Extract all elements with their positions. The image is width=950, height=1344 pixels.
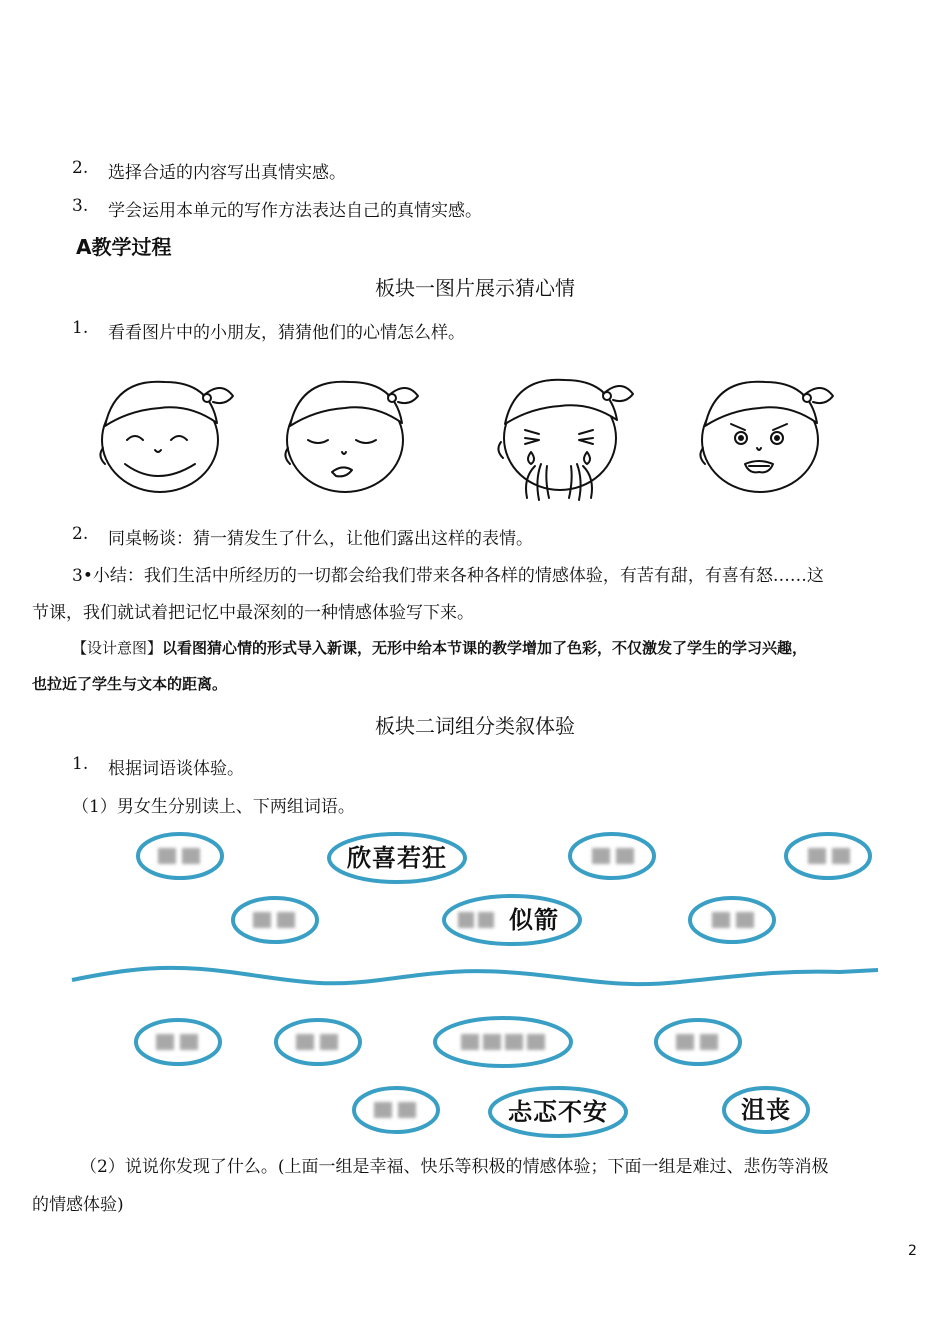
blurred-word — [712, 912, 730, 928]
objective-3-text: 学会运用本单元的写作方法表达自己的真情实感。 — [108, 201, 482, 221]
blurred-word — [478, 912, 494, 928]
objective-3 — [72, 196, 482, 221]
word-2: 似箭 — [509, 905, 559, 934]
word-groups-illustration — [60, 822, 890, 1142]
word-oval-bottom-3 — [435, 1018, 571, 1066]
blurred-word — [616, 848, 634, 864]
design-intent-label: 【设计意图】 — [72, 639, 163, 657]
blurred-word — [676, 1034, 694, 1050]
wave-divider — [72, 968, 878, 984]
word-3: 忐忑不安 — [508, 1097, 608, 1126]
block1-step1 — [72, 318, 465, 343]
word-4: 沮丧 — [741, 1095, 791, 1124]
design-intent-line2: 也拉近了学生与文本的距离。 — [32, 675, 228, 693]
word-oval-bottom-2 — [276, 1020, 360, 1064]
objective-2 — [72, 158, 346, 183]
objective-3-num: 3. — [72, 196, 89, 216]
blurred-word — [808, 848, 826, 864]
word-1: 欣喜若狂 — [347, 843, 447, 872]
blurred-word — [736, 912, 754, 928]
word-oval-top-4 — [786, 834, 870, 878]
block2-step1-text: 根据词语谈体验。 — [108, 759, 244, 779]
block2-sub2-line1: （2）说说你发现了什么。(上面一组是幸福、快乐等积极的情感体验；下面一组是难过、悲伤等消极 — [80, 1157, 829, 1177]
objective-2-num: 2. — [72, 158, 89, 178]
block1-summary-line1: 3•小结：我们生活中所经历的一切都会给我们带来各种各样的情感体验，有苦有甜，有喜有怒……这 — [72, 566, 824, 586]
block2-step1-num: 1. — [72, 754, 89, 774]
block2-sub1: （1）男女生分别读上、下两组词语。 — [72, 797, 355, 817]
objective-2-text: 选择合适的内容写出真情实感。 — [108, 163, 346, 183]
block2-step1 — [72, 754, 244, 779]
blurred-word — [592, 848, 610, 864]
block2-sub2-line2: 的情感体验) — [32, 1195, 124, 1215]
blurred-word — [483, 1034, 501, 1050]
blurred-word — [182, 848, 200, 864]
blurred-word — [398, 1102, 416, 1118]
block1-step1-num: 1. — [72, 318, 89, 338]
blurred-word — [700, 1034, 718, 1050]
word-oval-bottom-1 — [136, 1020, 220, 1064]
blurred-word — [458, 912, 474, 928]
blurred-word — [461, 1034, 479, 1050]
faces-illustration — [95, 368, 855, 508]
word-oval-top-5 — [233, 898, 317, 942]
design-intent-line1 — [72, 637, 807, 658]
blurred-word — [296, 1034, 314, 1050]
blurred-word — [374, 1102, 392, 1118]
block1-step2 — [72, 524, 533, 549]
blurred-word — [320, 1034, 338, 1050]
block2-title: 板块二词组分类叙体验 — [375, 714, 575, 738]
word-oval-top-3 — [570, 834, 654, 878]
blurred-word — [158, 848, 176, 864]
word-oval-top-1 — [138, 834, 222, 878]
crying-face-icon — [498, 380, 633, 500]
blurred-word — [832, 848, 850, 864]
word-oval-bottom-4 — [656, 1020, 740, 1064]
block1-summary-line2: 节课，我们就试着把记忆中最深刻的一种情感体验写下来。 — [32, 603, 474, 623]
blurred-word — [505, 1034, 523, 1050]
word-oval-bottom-5 — [354, 1088, 438, 1132]
design-intent-text1: 以看图猜心情的形式导入新课，无形中给本节课的教学增加了色彩，不仅激发了学生的学习兴趣， — [162, 639, 808, 657]
block1-title: 板块一图片展示猜心情 — [375, 276, 575, 300]
section-title: A教学过程 — [76, 235, 172, 259]
blurred-word — [253, 912, 271, 928]
angry-face-icon — [700, 382, 833, 492]
blurred-word — [527, 1034, 545, 1050]
blurred-word — [277, 912, 295, 928]
block1-step2-text: 同桌畅谈：猜一猜发生了什么，让他们露出这样的表情。 — [108, 529, 533, 549]
blurred-word — [156, 1034, 174, 1050]
block1-step1-text: 看看图片中的小朋友，猜猜他们的心情怎么样。 — [108, 323, 465, 343]
happy-face-icon — [100, 382, 233, 492]
blurred-word — [180, 1034, 198, 1050]
word-oval-top-7 — [690, 898, 774, 942]
sad-face-icon — [285, 382, 418, 492]
block1-step2-num: 2. — [72, 524, 89, 544]
page-number: 2 — [908, 1243, 917, 1259]
